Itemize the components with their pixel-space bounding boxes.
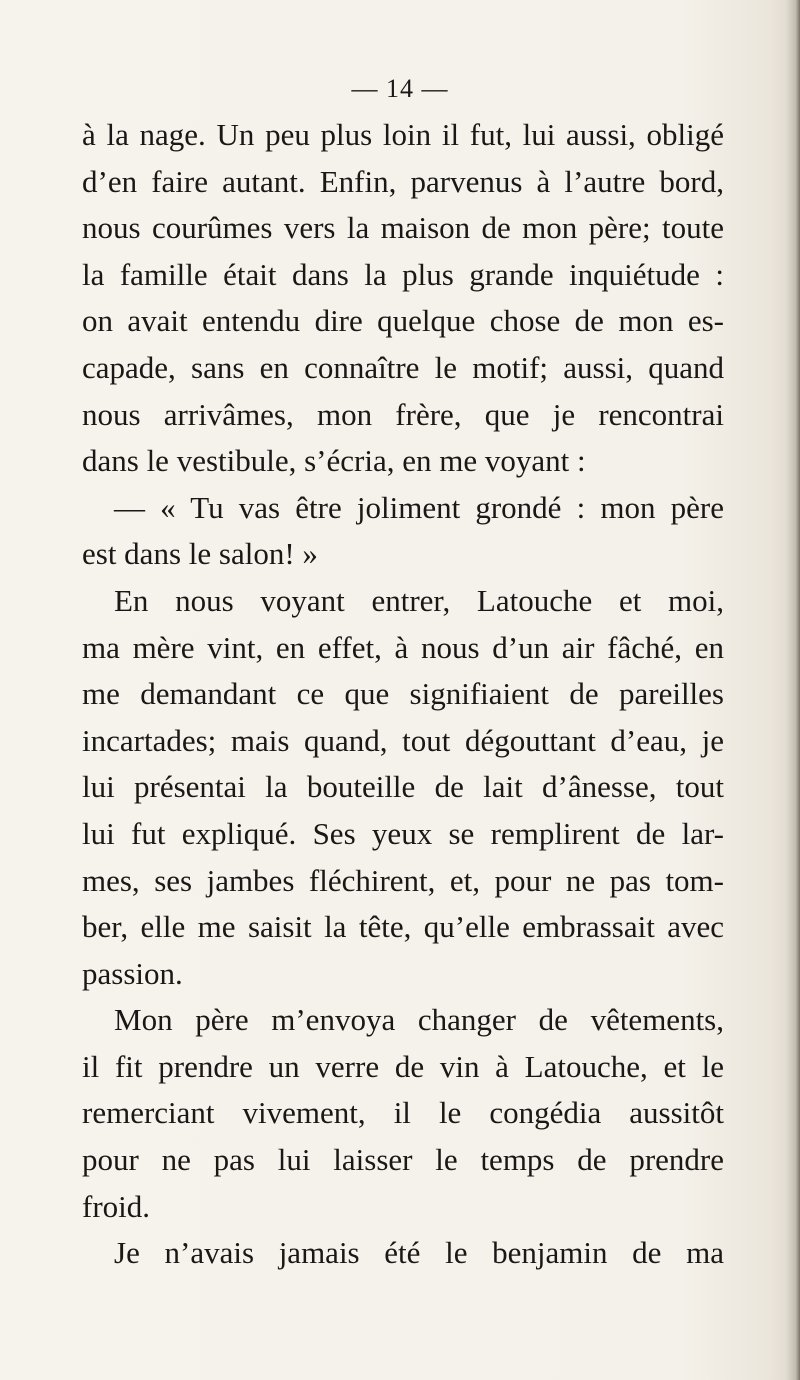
- text-line: En nous voyant entrer, Latouche et moi,: [114, 582, 724, 618]
- page-gutter-shadow: [786, 0, 800, 1380]
- text-line: remerciant vivement, il le congédia aussitôt: [82, 1095, 724, 1131]
- text-line: ber, elle me saisit la tête, qu’elle embrassait avec: [82, 909, 724, 945]
- text-line: est dans le salon! »: [82, 536, 318, 572]
- text-line: dans le vestibule, s’écria, en me voyant :: [82, 443, 586, 479]
- text-line: passion.: [82, 955, 183, 991]
- text-line: incartades; mais quand, tout dégouttant d’eau, je: [82, 722, 724, 758]
- text-line: capade, sans en connaître le motif; aussi, quand: [82, 349, 724, 385]
- body-text: [82, 112, 724, 1277]
- text-line: — « Tu vas être joliment grondé : mon père: [114, 489, 724, 525]
- text-line: la famille était dans la plus grande inquiétude :: [82, 256, 724, 292]
- text-line: lui présentai la bouteille de lait d’ânesse, tout: [82, 769, 724, 805]
- text-line: lui fut expliqué. Ses yeux se remplirent de lar-: [82, 815, 724, 851]
- text-line: Mon père m’envoya changer de vêtements,: [114, 1002, 724, 1038]
- text-line: on avait entendu dire quelque chose de mon es-: [82, 303, 724, 339]
- text-line: froid.: [82, 1188, 151, 1224]
- text-line: d’en faire autant. Enfin, parvenus à l’autre bord,: [82, 163, 724, 199]
- text-line: nous arrivâmes, mon frère, que je rencontrai: [82, 396, 724, 432]
- text-line: mes, ses jambes fléchirent, et, pour ne pas tom-: [82, 862, 724, 898]
- text-line: il fit prendre un verre de vin à Latouche, et le: [82, 1048, 724, 1084]
- text-line: nous courûmes vers la maison de mon père; toute: [82, 210, 724, 246]
- text-line: Je n’avais jamais été le benjamin de ma: [114, 1235, 724, 1271]
- text-line: ma mère vint, en effet, à nous d’un air fâché, en: [82, 629, 724, 665]
- text-line: pour ne pas lui laisser le temps de prendre: [82, 1142, 724, 1178]
- text-line: me demandant ce que signifiaient de pareilles: [82, 676, 724, 712]
- text-line: à la nage. Un peu plus loin il fut, lui aussi, obligé: [82, 117, 724, 152]
- page-number: — 14 —: [351, 74, 449, 103]
